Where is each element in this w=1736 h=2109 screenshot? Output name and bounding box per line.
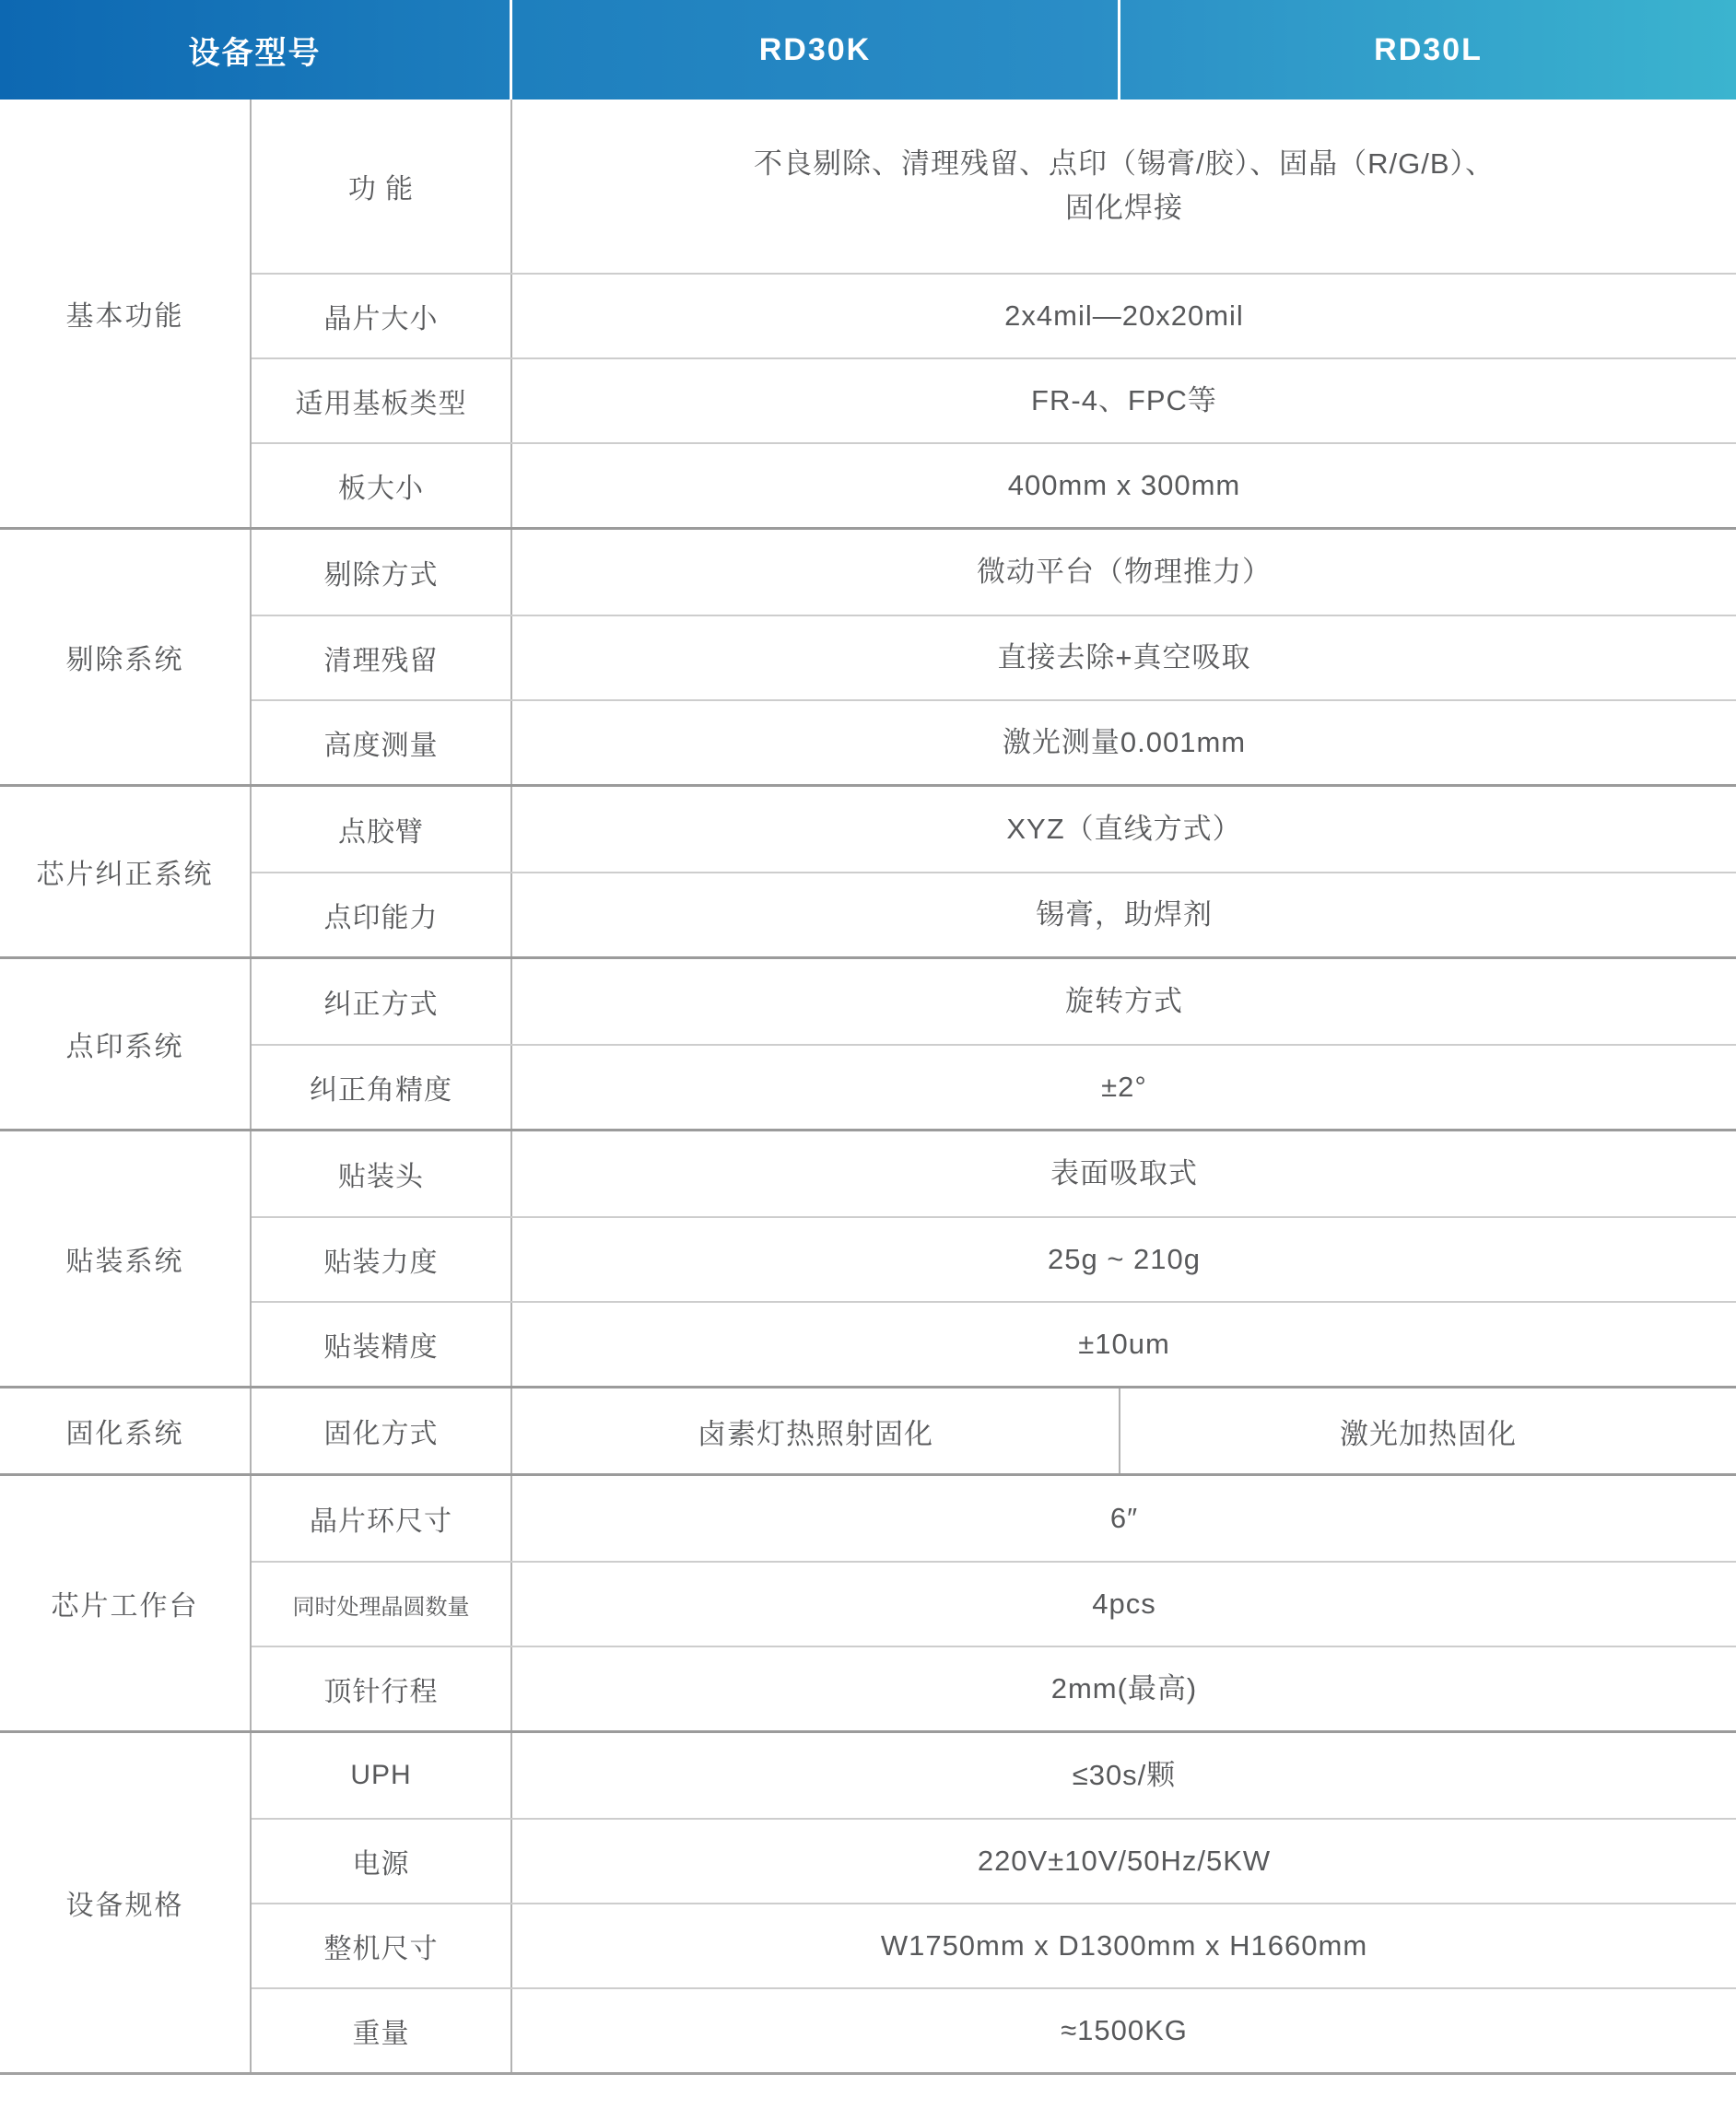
spec-value: 400mm x 300mm <box>1007 468 1241 501</box>
table-row <box>252 1216 1736 1301</box>
table-row <box>252 100 1736 273</box>
spec-label: 晶片大小 <box>252 275 512 357</box>
spec-value: ±2° <box>1101 1070 1147 1103</box>
group-label: 剔除系统 <box>0 530 252 784</box>
spec-value-line-1: 不良剔除、清理残留、点印（锡膏/胶）、固晶（R/G/B）、 <box>753 146 1495 180</box>
spec-value: ≈1500KG <box>1061 2013 1188 2046</box>
spec-value: 220V±10V/50Hz/5KW <box>977 1844 1272 1877</box>
table-row <box>252 1646 1736 1730</box>
table-row <box>252 959 1736 1044</box>
spec-label: 贴装力度 <box>252 1218 512 1301</box>
header-device-model: 设备型号 <box>0 0 512 100</box>
section-curing-system <box>0 1386 1736 1473</box>
spec-value-rd30l: 激光加热固化 <box>1340 1417 1517 1450</box>
table-row <box>252 615 1736 699</box>
table-row <box>252 530 1736 615</box>
spec-value: 表面吸取式 <box>1050 1156 1198 1189</box>
table-row <box>252 1903 1736 1987</box>
spec-label: 纠正角精度 <box>252 1046 512 1129</box>
spec-value-line-2: 固化焊接 <box>1065 192 1183 224</box>
spec-label: 重量 <box>252 1989 512 2072</box>
section-chip-worktable <box>0 1473 1736 1730</box>
spec-value: 2mm(最高) <box>1050 1671 1198 1705</box>
spec-label: 固化方式 <box>252 1388 512 1473</box>
group-label: 芯片纠正系统 <box>0 787 252 956</box>
spec-label: 功 能 <box>252 100 512 273</box>
spec-value: FR-4、FPC等 <box>1031 383 1217 416</box>
spec-value: W1750mm x D1300mm x H1660mm <box>880 1928 1368 1962</box>
spec-label: 顶针行程 <box>252 1647 512 1730</box>
table-row <box>252 1301 1736 1386</box>
spec-label: 贴装精度 <box>252 1303 512 1386</box>
table-row <box>252 699 1736 784</box>
table-row <box>252 787 1736 872</box>
section-placement-system <box>0 1129 1736 1386</box>
section-equipment-specs <box>0 1730 1736 2072</box>
table-row <box>252 872 1736 956</box>
spec-label: 板大小 <box>252 444 512 527</box>
group-label: 贴装系统 <box>0 1131 252 1386</box>
section-removal-system <box>0 527 1736 784</box>
table-row <box>252 1733 1736 1818</box>
spec-value: ±10um <box>1078 1327 1170 1360</box>
spec-value: 2x4mil—20x20mil <box>1004 299 1244 332</box>
group-label: 基本功能 <box>0 100 252 527</box>
spec-value: 25g ~ 210g <box>1047 1242 1201 1275</box>
table-bottom-border <box>0 2072 1736 2078</box>
table-row <box>252 1131 1736 1216</box>
spec-label: 纠正方式 <box>252 959 512 1044</box>
table-row <box>252 273 1736 357</box>
spec-label: 晶片环尺寸 <box>252 1476 512 1561</box>
section-chip-correction-system <box>0 784 1736 956</box>
spec-label: 清理残留 <box>252 616 512 699</box>
spec-value-rd30k: 卤素灯热照射固化 <box>512 1388 1120 1473</box>
header-model-rd30k: RD30K <box>512 0 1120 100</box>
table-row <box>252 1818 1736 1903</box>
section-dispensing-system <box>0 956 1736 1129</box>
spec-value: XYZ（直线方式） <box>1006 812 1242 845</box>
table-row <box>252 1561 1736 1646</box>
table-row <box>252 1476 1736 1561</box>
spec-label: UPH <box>252 1733 512 1818</box>
spec-label: 整机尺寸 <box>252 1904 512 1987</box>
spec-value <box>512 100 1736 273</box>
spec-label: 高度测量 <box>252 701 512 784</box>
spec-value: ≤30s/颗 <box>1072 1758 1177 1791</box>
group-label: 芯片工作台 <box>0 1476 252 1730</box>
table-row <box>252 357 1736 442</box>
group-label: 点印系统 <box>0 959 252 1129</box>
table-row <box>252 1388 1736 1473</box>
spec-value: 微动平台（物理推力） <box>977 555 1272 588</box>
table-header <box>0 0 1736 100</box>
spec-value: 激光测量0.001mm <box>1002 725 1247 758</box>
spec-label: 电源 <box>252 1820 512 1903</box>
section-basic-functions <box>0 100 1736 527</box>
spec-label: 点印能力 <box>252 873 512 956</box>
spec-value: 4pcs <box>1092 1587 1156 1620</box>
header-model-rd30l: RD30L <box>1374 31 1483 67</box>
spec-label: 适用基板类型 <box>252 359 512 442</box>
group-label: 固化系统 <box>0 1388 252 1473</box>
group-label: 设备规格 <box>0 1733 252 2072</box>
spec-value: 旋转方式 <box>1065 984 1183 1017</box>
table-row <box>252 442 1736 527</box>
spec-label: 同时处理晶圆数量 <box>252 1563 512 1646</box>
table-row <box>252 1044 1736 1129</box>
spec-label: 贴装头 <box>252 1131 512 1216</box>
spec-value: 6″ <box>1109 1501 1139 1534</box>
spec-label: 剔除方式 <box>252 530 512 615</box>
spec-label: 点胶臂 <box>252 787 512 872</box>
table-row <box>252 1987 1736 2072</box>
spec-value: 直接去除+真空吸取 <box>997 640 1251 674</box>
spec-value: 锡膏，助焊剂 <box>1036 897 1213 931</box>
